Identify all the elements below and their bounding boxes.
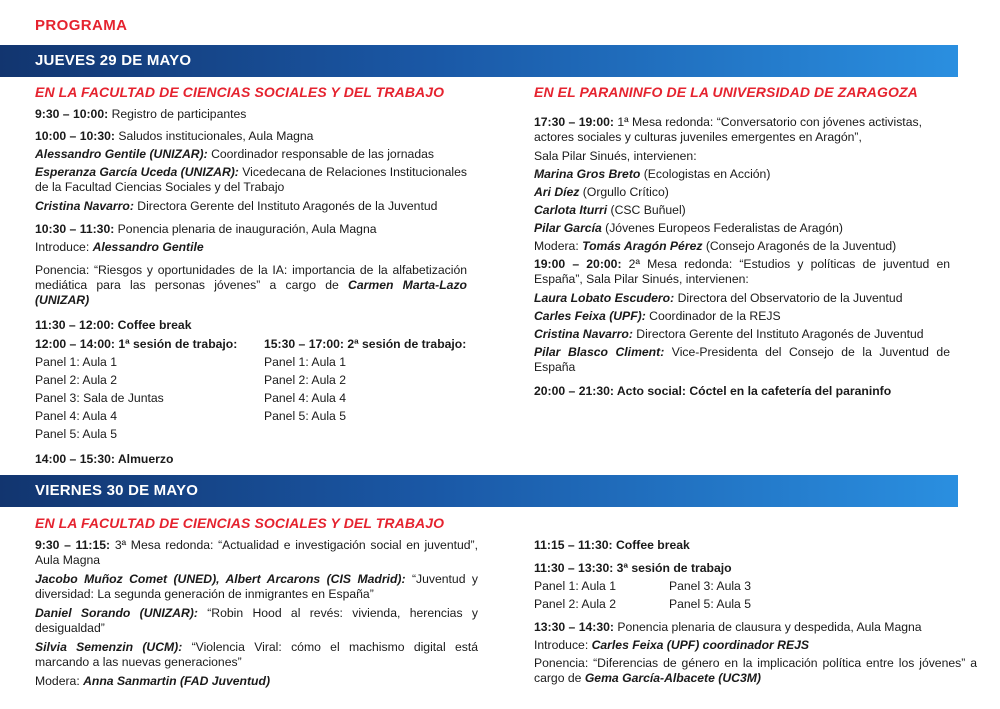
panel-item: Panel 2: Aula 2	[35, 373, 117, 387]
schedule-item-mesa3: 9:30 – 11:15: 3ª Mesa redonda: “Actualidad e investigación social en juventud”, Aula Magna	[35, 538, 479, 567]
page-title: PROGRAMA	[35, 17, 128, 34]
panel-item: Panel 5: Aula 5	[35, 427, 117, 441]
ponencia-description: Ponencia: “Riesgos y oportunidades de la IA: importancia de la alfabetización mediática para las personas jóvenes” a cargo de Carmen Marta-Lazo (UNIZAR)	[35, 263, 467, 307]
session-title: 15:30 – 17:00: 2ª sesión de trabajo:	[264, 337, 467, 351]
speaker-entry: Silvia Semenzin (UCM): “Violencia Viral: cómo el machismo digital está marcando a las nuevas generaciones”	[35, 640, 479, 669]
session-title: 12:00 – 14:00: 1ª sesión de trabajo:	[35, 337, 238, 351]
day-header-friday	[0, 475, 958, 507]
venue-heading: EN EL PARANINFO DE LA UNIVERSIDAD DE ZARAGOZA	[534, 84, 918, 100]
venue-heading: EN LA FACULTAD DE CIENCIAS SOCIALES Y DEL TRABAJO	[35, 84, 445, 100]
schedule-item-clausura: 13:30 – 14:30: Ponencia plenaria de clausura y despedida, Aula Magna	[534, 620, 922, 634]
panel-item: Panel 2: Aula 2	[264, 373, 346, 387]
panel-item: Panel 4: Aula 4	[264, 391, 346, 405]
panel-item: Panel 3: Sala de Juntas	[35, 391, 164, 405]
schedule-item-registro: 9:30 – 10:00: Registro de participantes	[35, 107, 247, 121]
sala-line: Sala Pilar Sinués, intervienen:	[534, 149, 697, 163]
speaker-entry: Esperanza García Uceda (UNIZAR): Vicedecana de Relaciones Institucionales de la Facultad Ciencias Sociales y del Trabajo	[35, 165, 467, 194]
acto-social: 20:00 – 21:30: Acto social: Cóctel en la cafetería del paraninfo	[534, 384, 892, 398]
coffee-break: 11:30 – 12:00: Coffee break	[35, 318, 192, 332]
moderator-line: Modera: Tomás Aragón Pérez (Consejo Aragonés de la Juventud)	[534, 239, 897, 253]
speaker-entry: Daniel Sorando (UNIZAR): “Robin Hood al revés: vivienda, herencias y desigualdad”	[35, 606, 478, 635]
speaker-entry: Cristina Navarro: Directora Gerente del Instituto Aragonés de la Juventud	[35, 199, 438, 213]
introduce-line: Introduce: Carles Feixa (UPF) coordinador REJS	[534, 638, 809, 652]
panel-item: Panel 3: Aula 3	[669, 579, 751, 593]
panel-item: Panel 2: Aula 2	[534, 597, 616, 611]
moderator-line: Modera: Anna Sanmartin (FAD Juventud)	[35, 674, 270, 688]
schedule-item-ponencia: 10:30 – 11:30: Ponencia plenaria de inauguración, Aula Magna	[35, 222, 377, 236]
speaker-entry: Jacobo Muñoz Comet (UNED), Albert Arcarons (CIS Madrid): “Juventud y diversidad: La segunda generación de inmigrantes en España”	[35, 572, 479, 601]
participant-entry: Pilar García (Jóvenes Europeos Federalistas de Aragón)	[534, 221, 843, 235]
speaker-entry: Laura Lobato Escudero: Directora del Observatorio de la Juventud	[534, 291, 903, 305]
panel-item: Panel 1: Aula 1	[264, 355, 346, 369]
participant-entry: Carlota Iturri (CSC Buñuel)	[534, 203, 686, 217]
speaker-entry: Cristina Navarro: Directora Gerente del Instituto Aragonés de Juventud	[534, 327, 924, 341]
panel-item: Panel 1: Aula 1	[534, 579, 616, 593]
day-header-label: JUEVES 29 DE MAYO	[35, 52, 192, 69]
ponencia-description: Ponencia: “Diferencias de género en la implicación política entre los jóvenes” a cargo de Gema García-Albacete (UC3M)	[534, 656, 977, 685]
coffee-break: 11:15 – 11:30: Coffee break	[534, 538, 690, 552]
schedule-item-mesa2: 19:00 – 20:00: 2ª Mesa redonda: “Estudios y políticas de juventud en España”, Sala Pilar Sinués, intervienen:	[534, 257, 950, 286]
speaker-entry: Carles Feixa (UPF): Coordinador de la REJS	[534, 309, 781, 323]
participant-entry: Ari Díez (Orgullo Crítico)	[534, 185, 669, 199]
almuerzo: 14:00 – 15:30: Almuerzo	[35, 452, 174, 466]
panel-item: Panel 4: Aula 4	[35, 409, 117, 423]
schedule-item-saludos: 10:00 – 10:30: Saludos institucionales, Aula Magna	[35, 129, 314, 143]
panel-item: Panel 5: Aula 5	[264, 409, 346, 423]
day-header-thursday	[0, 45, 958, 77]
introduce-line: Introduce: Alessandro Gentile	[35, 240, 204, 254]
participant-entry: Marina Gros Breto (Ecologistas en Acción)	[534, 167, 771, 181]
session-title: 11:30 – 13:30: 3ª sesión de trabajo	[534, 561, 732, 575]
venue-heading: EN LA FACULTAD DE CIENCIAS SOCIALES Y DEL TRABAJO	[35, 515, 445, 531]
speaker-entry: Pilar Blasco Climent: Vice-Presidenta del Consejo de la Juventud de España	[534, 345, 950, 374]
panel-item: Panel 1: Aula 1	[35, 355, 117, 369]
speaker-entry: Alessandro Gentile (UNIZAR): Coordinador responsable de las jornadas	[35, 147, 434, 161]
panel-item: Panel 5: Aula 5	[669, 597, 751, 611]
schedule-item-mesa1: 17:30 – 19:00: 1ª Mesa redonda: “Conversatorio con jóvenes activistas, actores sociales y culturas juveniles emergentes en Aragón”,	[534, 115, 922, 144]
day-header-label: VIERNES 30 DE MAYO	[35, 482, 199, 499]
